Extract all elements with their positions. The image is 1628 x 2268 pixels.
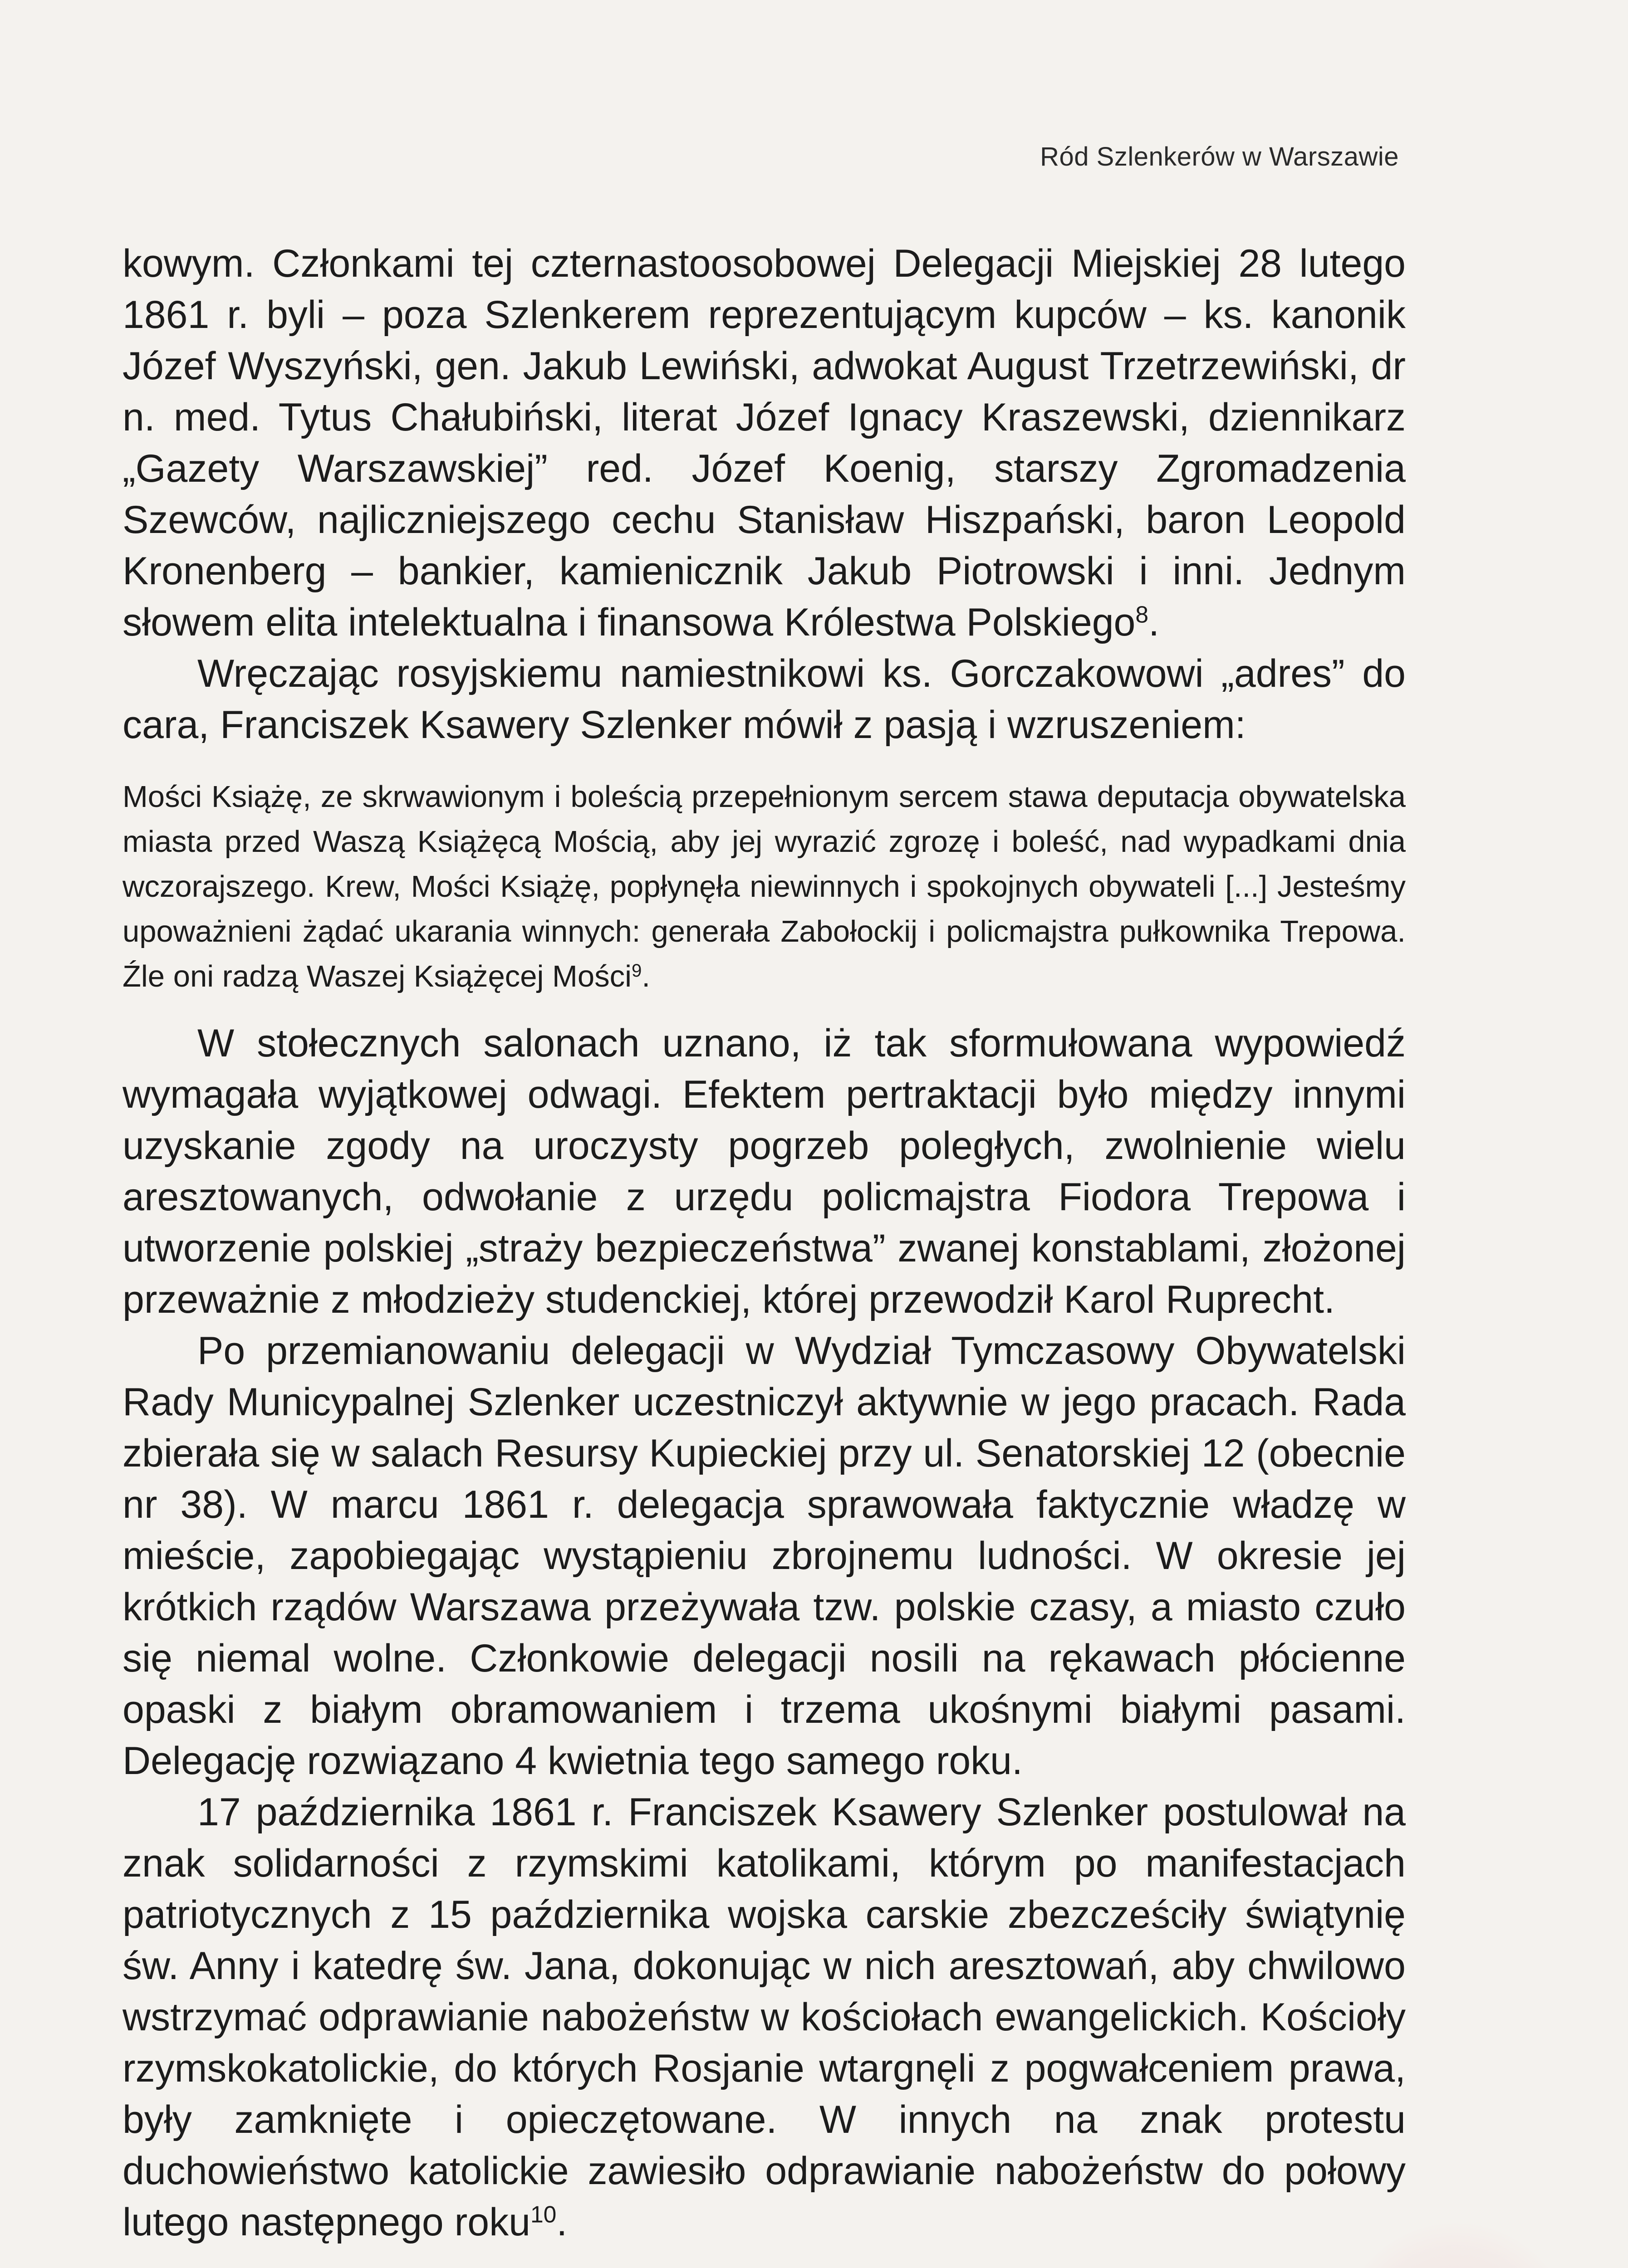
footnote-ref-10: 10 bbox=[530, 2201, 557, 2228]
paragraph-5-text: 17 października 1861 r. Franciszek Ksawery Szlenker postulował na znak solidarności z rzymskimi katolikami, którym po manifestacjach patriotycznych z 15 października wojska carskie zbezcześciły świątynię św. Anny i katedrę św. Jana, dokonując w nich aresztowań, aby chwilowo wstrzymać odprawianie nabożeństw w kościołach ewangelickich. Kościoły rzymskokatolickie, do których Rosjanie wtargnęli z pogwałceniem prawa, były zamknięte i opieczętowane. W innych na znak protestu duchowieństwo katolickie zawiesiło odprawianie nabożeństw do połowy lutego następnego roku bbox=[123, 1790, 1406, 2244]
paragraph-2: Wręczając rosyjskiemu namiestnikowi ks. Gorczakowowi „adres” do cara, Franciszek Ksawery Szlenker mówił z pasją i wzruszeniem: bbox=[123, 652, 1406, 747]
paragraph-5-end: . bbox=[556, 2200, 568, 2244]
running-head: Ród Szlenkerów w Warszawie bbox=[1040, 142, 1399, 171]
paragraph-3: W stołecznych salonach uznano, iż tak sformułowana wypowiedź wymagała wyjątkowej odwagi. Efektem pertraktacji było między innymi uzyskanie zgody na uroczysty pogrzeb poległych, zwolnienie wielu aresztowanych, odwołanie z urzędu policmajstra Fiodora Trepowa i utworzenie polskiej „straży bezpieczeństwa” zwanej konstablami, złożonej przeważnie z młodzieży studenckiej, której przewodził Karol Ruprecht. bbox=[123, 1022, 1406, 1321]
paragraph-1-end: . bbox=[1148, 601, 1159, 644]
footnote-ref-9: 9 bbox=[632, 960, 642, 981]
block-quote bbox=[123, 774, 1406, 999]
paragraph-1 bbox=[123, 238, 1406, 648]
block-quote-text: Mości Książę, ze skrwawionym i boleścią przepełnionym sercem stawa deputacja obywatelska miasta przed Waszą Książęcą Mością, aby jej wyrazić zgrozę i boleść, nad wypadkami dnia wczorajszego. Krew, Mości Książę, popłynęła niewinnych i spokojnych obywateli [...] Jesteśmy upoważnieni żądać ukarania winnych: generała Zabołockij i policmajstra pułkownika Trepowa. Źle oni radzą Waszej Książęcej Mości bbox=[123, 780, 1406, 993]
block-quote-end: . bbox=[642, 959, 651, 993]
paragraph-4: Po przemianowaniu delegacji w Wydział Tymczasowy Obywatelski Rady Municypalnej Szlenker uczestniczył aktywnie w jego pracach. Rada zbierała się w salach Resursy Kupieckiej przy ul. Senatorskiej 12 (obecnie nr 38). W marcu 1861 r. delegacja sprawowała faktycznie władzę w mieście, zapobiegając wystąpieniu zbrojnemu ludności. W okresie jej krótkich rządów Warszawa przeżywała tzw. polskie czasy, a miasto czuło się niemal wolne. Członkowie delegacji nosili na rękawach płócienne opaski z białym obramowaniem i trzema ukośnymi białymi pasami. Delegację rozwiązano 4 kwietnia tego samego roku. bbox=[123, 1329, 1406, 1783]
body-text bbox=[123, 238, 1406, 2248]
paragraph-5 bbox=[123, 1787, 1406, 2248]
footnote-ref-8: 8 bbox=[1135, 601, 1149, 628]
paragraph-1-text: kowym. Członkami tej czternastoosobowej Delegacji Miejskiej 28 lutego 1861 r. byli – poza Szlenkerem reprezentującym kupców – ks. kanonik Józef Wyszyński, gen. Jakub Lewiński, adwokat August Trzetrzewiński, dr n. med. Tytus Chałubiński, literat Józef Ignacy Kraszewski, dziennikarz „Gazety Warszawskiej” red. Józef Koenig, starszy Zgromadzenia Szewców, najliczniejszego cechu Stanisław Hiszpański, baron Leopold Kronenberg – bankier, kamienicznik Jakub Piotrowski i inni. Jednym słowem elita intelektualna i finansowa Królestwa Polskiego bbox=[123, 242, 1406, 644]
